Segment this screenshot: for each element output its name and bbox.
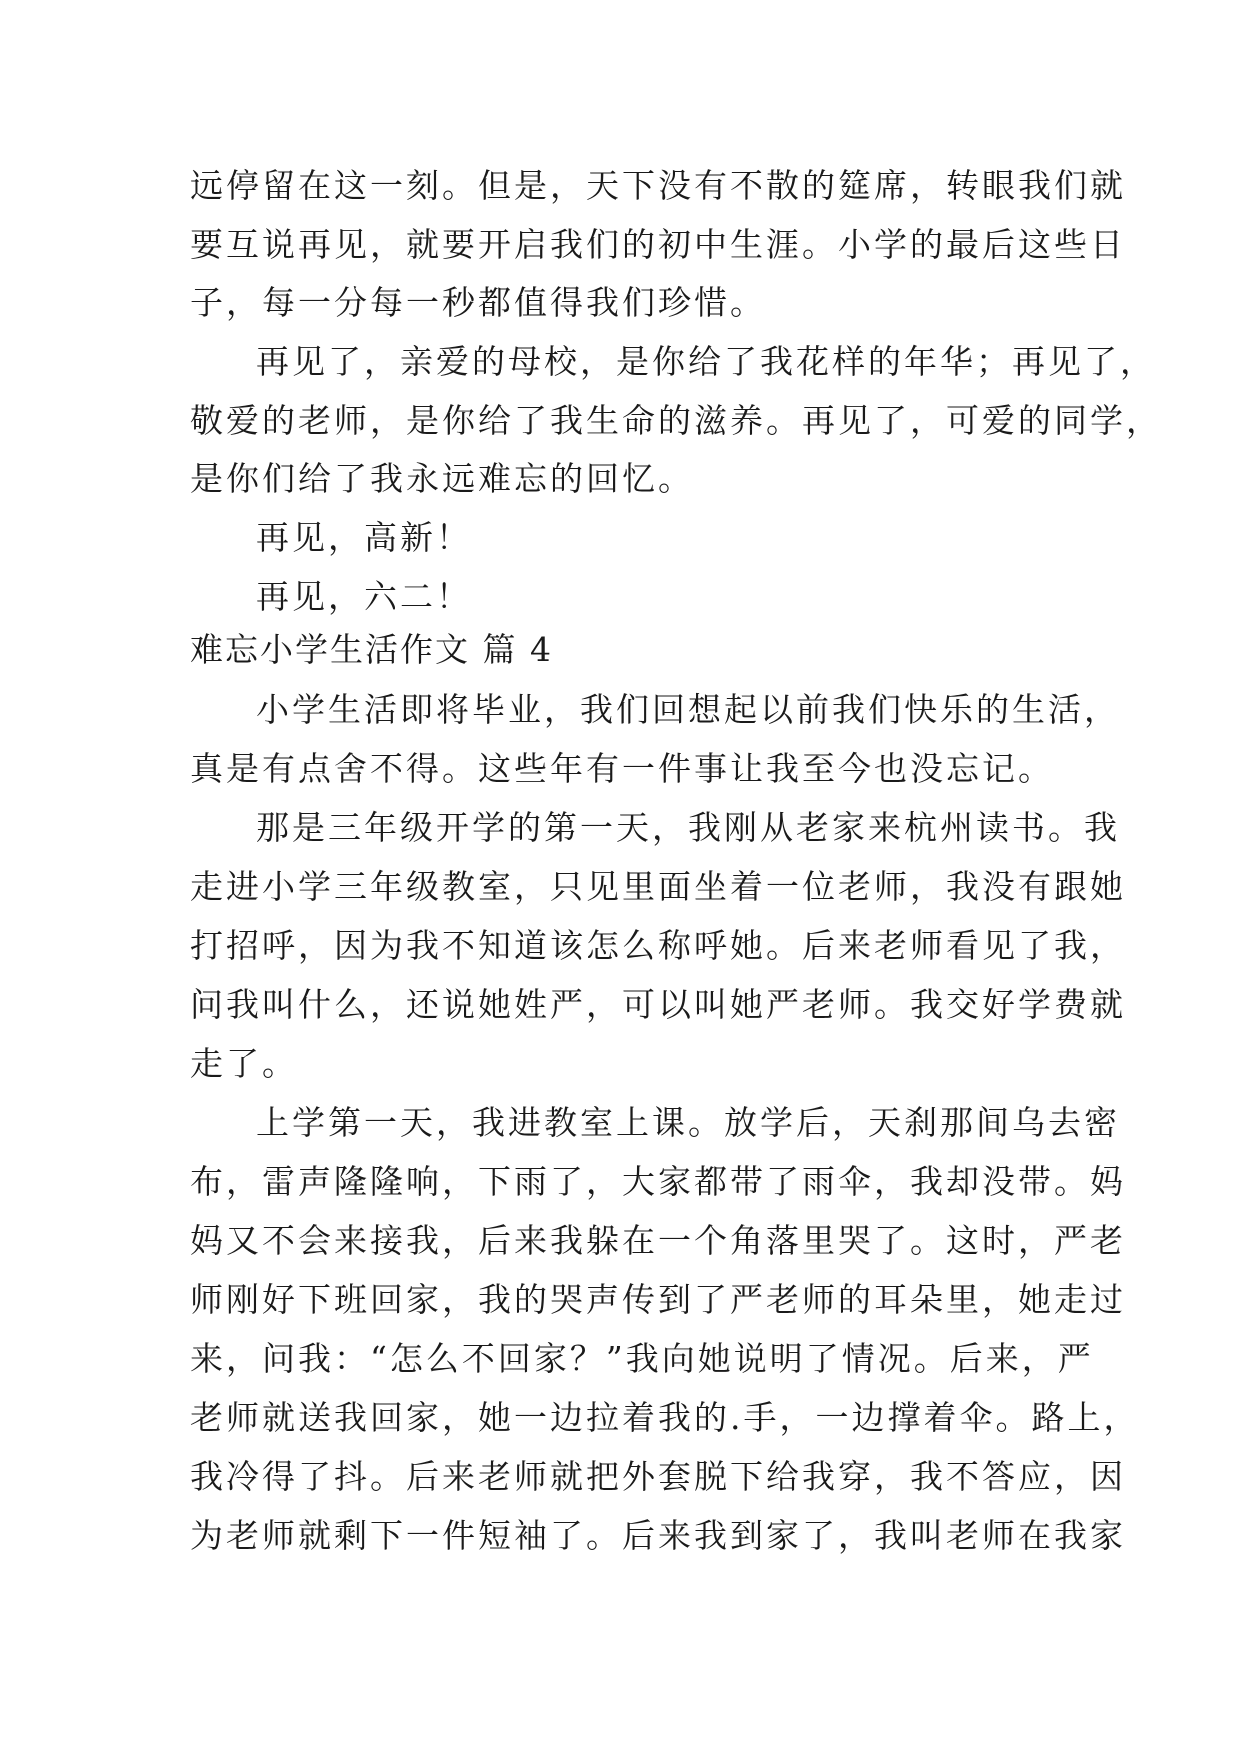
text-line: 为老师就剩下一件短袖了。后来我到家了，我叫老师在我家: [190, 1516, 1126, 1555]
text-line: 是你们给了我永远难忘的回忆。: [190, 459, 694, 498]
text-line: 妈又不会来接我，后来我躲在一个角落里哭了。这时，严老: [190, 1221, 1126, 1260]
text-line: 真是有点舍不得。这些年有一件事让我至今也没忘记。: [190, 749, 1054, 788]
text-line: 再见，六二！: [256, 577, 472, 616]
text-line: 走了。: [190, 1044, 298, 1083]
text-line: 再见了，亲爱的母校，是你给了我花样的年华；再见了，: [256, 342, 1156, 381]
text-line: 要互说再见，就要开启我们的初中生涯。小学的最后这些日: [190, 225, 1126, 264]
text-line: 我冷得了抖。后来老师就把外套脱下给我穿，我不答应，因: [190, 1457, 1126, 1496]
text-line: 子，每一分每一秒都值得我们珍惜。: [190, 283, 766, 322]
text-line: 老师就送我回家，她一边拉着我的.手，一边撑着伞。路上，: [190, 1398, 1140, 1437]
text-line: 再见，高新！: [256, 518, 472, 557]
text-line: 来，问我：“怎么不回家？”我向她说明了情况。后来，严: [190, 1339, 1094, 1378]
text-line: 敬爱的老师，是你给了我生命的滋养。再见了，可爱的同学，: [190, 401, 1162, 440]
text-line: 布，雷声隆隆响，下雨了，大家都带了雨伞，我却没带。妈: [190, 1162, 1126, 1201]
section-heading: 难忘小学生活作文 篇 4: [190, 630, 553, 669]
text-line: 问我叫什么，还说她姓严，可以叫她严老师。我交好学费就: [190, 985, 1126, 1024]
text-line: 小学生活即将毕业，我们回想起以前我们快乐的生活，: [256, 690, 1120, 729]
text-line: 走进小学三年级教室，只见里面坐着一位老师，我没有跟她: [190, 867, 1126, 906]
text-line: 上学第一天，我进教室上课。放学后，天刹那间乌去密: [256, 1103, 1120, 1142]
text-line: 远停留在这一刻。但是，天下没有不散的筵席，转眼我们就: [190, 166, 1126, 205]
text-line: 那是三年级开学的第一天，我刚从老家来杭州读书。我: [256, 808, 1120, 847]
text-line: 师刚好下班回家，我的哭声传到了严老师的耳朵里，她走过: [190, 1280, 1126, 1319]
text-line: 打招呼，因为我不知道该怎么称呼她。后来老师看见了我，: [190, 926, 1126, 965]
